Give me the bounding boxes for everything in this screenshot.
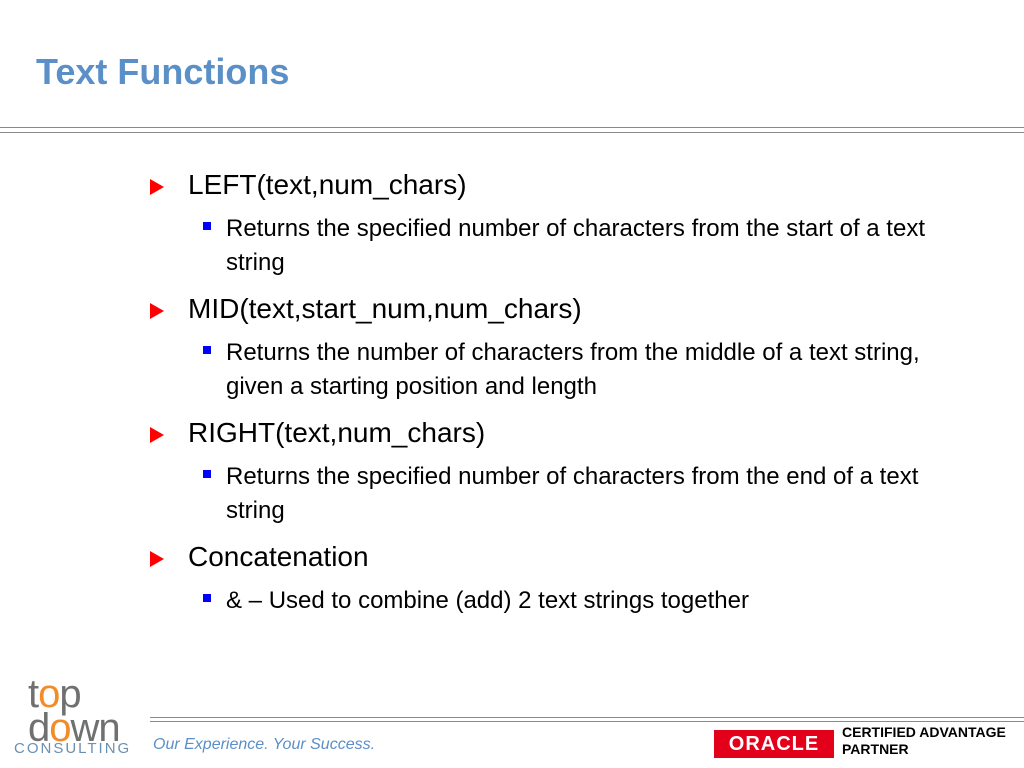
bullet-detail-text: Returns the number of characters from the middle of a text string, given a starting position and length <box>226 339 920 400</box>
bullet-heading <box>150 166 990 204</box>
bullet-heading <box>150 538 990 576</box>
bullet-detail <box>188 336 976 404</box>
title-divider-line <box>0 132 1024 133</box>
footer-divider-line <box>150 717 1024 718</box>
title-divider-line <box>0 127 1024 128</box>
bullet-detail-text: & – Used to combine (add) 2 text strings together <box>226 587 749 614</box>
slide-title: Text Functions <box>36 51 290 92</box>
square-bullet-icon <box>203 470 211 478</box>
bullet-detail <box>188 212 976 280</box>
logo-word-down: down <box>28 706 120 750</box>
bullet-heading-text: Concatenation <box>188 541 369 572</box>
list-item <box>150 290 990 404</box>
bullet-heading <box>150 290 990 328</box>
footer-tagline: Our Experience. Your Success. <box>153 736 376 753</box>
bullet-detail-text: Returns the specified number of characters from the start of a text string <box>226 215 925 276</box>
triangle-right-icon <box>150 551 164 567</box>
bullet-heading <box>150 414 990 452</box>
company-logo <box>6 672 156 764</box>
square-bullet-icon <box>203 222 211 230</box>
bullet-list <box>150 166 990 622</box>
triangle-right-icon <box>150 179 164 195</box>
footer-divider-line <box>150 721 1024 722</box>
square-bullet-icon <box>203 346 211 354</box>
bullet-heading-text: LEFT(text,num_chars) <box>188 169 467 200</box>
list-item <box>150 538 990 618</box>
bullet-heading-text: MID(text,start_num,num_chars) <box>188 293 582 324</box>
logo-subtitle: CONSULTING <box>14 740 132 757</box>
bullet-detail-text: Returns the specified number of characters from the end of a text string <box>226 463 919 524</box>
partner-label-line2: PARTNER <box>842 741 909 757</box>
triangle-right-icon <box>150 303 164 319</box>
triangle-right-icon <box>150 427 164 443</box>
bullet-detail <box>188 460 976 528</box>
partner-label-line1: CERTIFIED ADVANTAGE <box>842 724 1006 740</box>
square-bullet-icon <box>203 594 211 602</box>
bullet-detail <box>188 584 976 618</box>
oracle-logo: ORACLE <box>714 730 834 758</box>
list-item <box>150 414 990 528</box>
logo-word-top: top <box>28 672 81 716</box>
list-item <box>150 166 990 280</box>
bullet-heading-text: RIGHT(text,num_chars) <box>188 417 486 448</box>
partner-label <box>842 724 1006 758</box>
